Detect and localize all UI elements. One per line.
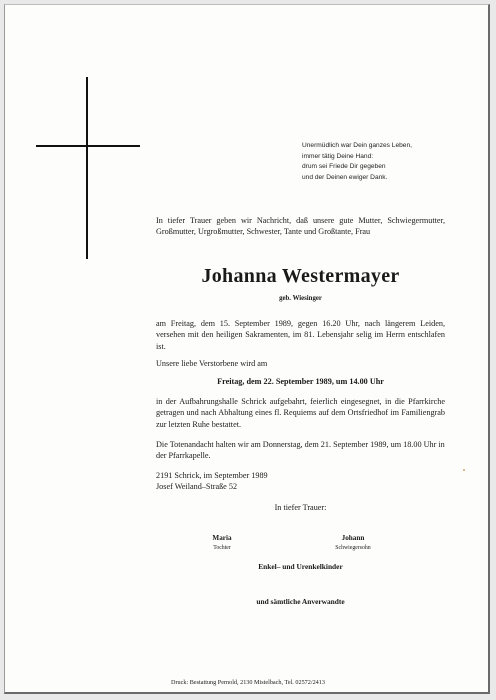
funeral-intro: Unsere liebe Verstorbene wird am <box>156 359 268 368</box>
place-date-line: 2191 Schrick, im September 1989 <box>156 471 268 480</box>
intro-paragraph: In tiefer Trauer geben wir Nachricht, daß unsere gute Mutter, Schwiegermutter, Großmutter, Urgroßmutter, Schwester, Tante und Großtante, Frau <box>156 216 445 237</box>
cross-vertical-beam <box>86 77 88 259</box>
printer-footer: Druck: Bestattung Pernold, 2130 Mistelbach, Tel. 02572/2413 <box>171 679 325 686</box>
paper-speck <box>463 469 465 471</box>
mourner-relation: Tochter <box>213 545 231 551</box>
verse-line: drum sei Friede Dir gegeben <box>302 163 386 171</box>
verse-line: und der Deinen ewiger Dank. <box>302 173 388 181</box>
mourner-daughter <box>177 533 267 553</box>
maiden-name: geb. Wiesinger <box>279 295 322 302</box>
obituary-sheet <box>4 4 490 694</box>
memorial-verse <box>302 141 412 183</box>
address-line: Josef Weiland–Straße 52 <box>156 482 238 492</box>
funeral-details-paragraph: in der Aufbahrungshalle Schrick aufgebahrt, feierlich eingesegnet, in die Pfarrkirche getragen und nach Abhaltung eines fl. Requiems auf dem Ortsfriedhof im Familiengrab zur letzten Ruhe bestattet. <box>156 397 445 429</box>
deceased-name: Johanna Westermayer <box>201 265 400 287</box>
mourner-name: Maria <box>212 534 232 542</box>
grandchildren-line: Enkel– und Urenkelkinder <box>258 562 343 571</box>
place-and-address <box>156 470 445 493</box>
relatives-line: und sämtliche Anverwandte <box>256 597 345 606</box>
verse-line: Unermüdlich war Dein ganzes Leben, <box>302 142 412 149</box>
mourners-title: In tiefer Trauer: <box>274 503 327 512</box>
funeral-date: Freitag, dem 22. September 1989, um 14.00 Uhr <box>217 377 384 386</box>
mourner-relation: Schwiegersohn <box>335 545 371 551</box>
rosary-paragraph: Die Totenandacht halten wir am Donnerstag, dem 21. September 1989, um 18.00 Uhr in der Pfarrkapelle. <box>156 440 445 461</box>
cross-horizontal-beam <box>36 145 140 147</box>
mourner-son-in-law <box>308 533 398 553</box>
verse-line: immer tätig Deine Hand: <box>302 152 374 160</box>
mourner-name: Johann <box>341 534 365 542</box>
death-paragraph: am Freitag, dem 15. September 1989, gegen 16.20 Uhr, nach längerem Leiden, versehen mit den heiligen Sakramenten, im 81. Lebensjahr selig im Herrn entschlafen ist. <box>156 319 445 351</box>
